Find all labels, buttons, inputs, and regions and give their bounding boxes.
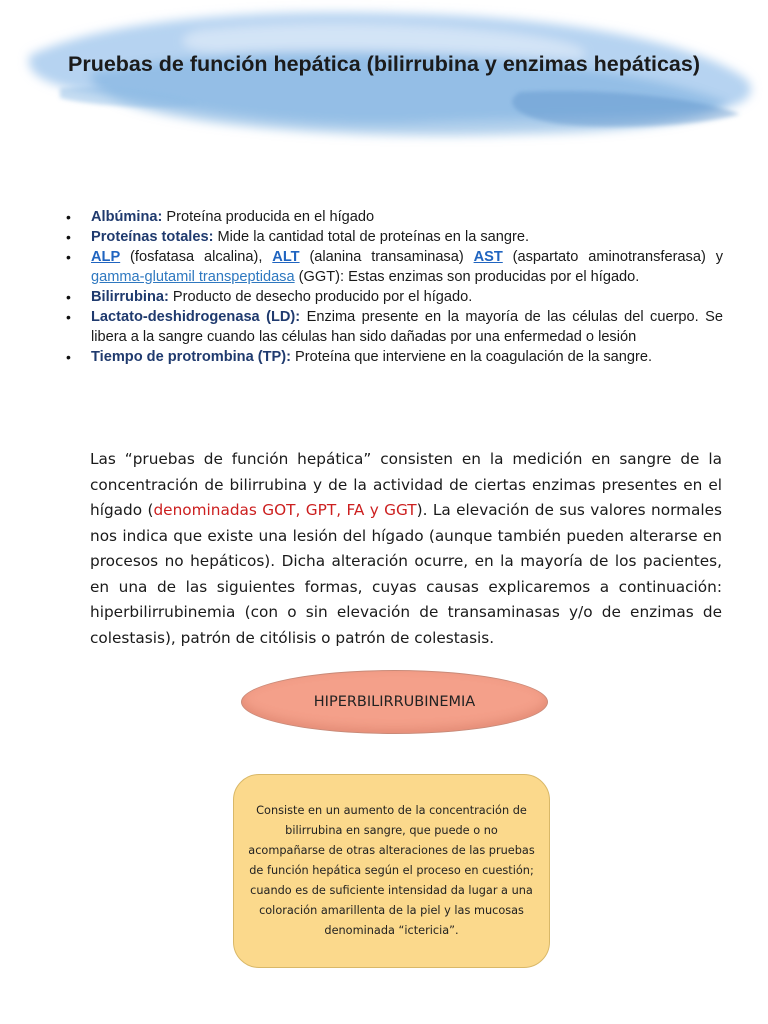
desc-albumina: Proteína producida en el hígado [162, 209, 375, 225]
page-title: Pruebas de función hepática (bilirrubina y enzimas hepáticas) [67, 52, 701, 76]
desc-proteinas-totales: Mide la cantidad total de proteínas en la sangre. [213, 229, 530, 245]
definitions-list [66, 207, 723, 367]
list-item [66, 287, 723, 307]
term-ld: Lactato-deshidrogenasa (LD): [91, 309, 301, 325]
term-proteinas-totales: Proteínas totales: [91, 229, 214, 245]
term-bilirrubina: Bilirrubina: [91, 289, 169, 305]
term-albumina: Albúmina: [91, 209, 163, 225]
intro-text-start: Las “pruebas de función hepática” consisten en la medición en sangre de la concentración de bilirrubina y de la actividad de ciertas enzimas presentes en el hígado ( [90, 450, 722, 519]
definition-box [233, 774, 550, 968]
alt-desc: (alanina transaminasa) [299, 249, 474, 265]
list-item [66, 307, 723, 347]
intro-paragraph [90, 447, 722, 651]
list-item [66, 347, 723, 367]
ggt-desc: (GGT): Estas enzimas son producidas por el hígado. [294, 269, 640, 285]
oval-label: HIPERBILIRRUBINEMIA [313, 694, 476, 710]
alt-link[interactable]: ALT [272, 249, 300, 265]
desc-ld: Enzima presente en la mayoría de las células del cuerpo. Se libera a la sangre cuando las células han sido dañadas por una enfermedad o lesión [91, 309, 724, 345]
term-tp: Tiempo de protrombina (TP): [91, 349, 291, 365]
list-item [66, 247, 723, 287]
list-item [66, 227, 723, 247]
desc-bilirrubina: Producto de desecho producido por el hígado. [168, 289, 473, 305]
list-item [66, 207, 723, 227]
watercolor-banner [0, 0, 768, 160]
intro-highlight: denominadas GOT, GPT, FA y GGT [153, 501, 417, 519]
desc-tp: Proteína que interviene en la coagulación de la sangre. [291, 349, 653, 365]
ast-desc: (aspartato aminotransferasa) y [502, 249, 723, 265]
ast-link[interactable]: AST [473, 249, 503, 265]
hiperbilirrubinemia-oval [241, 670, 548, 734]
ggt-link[interactable]: gamma-glutamil transpeptidasa [91, 269, 295, 285]
alp-desc: (fosfatasa alcalina), [120, 249, 273, 265]
intro-text-end: ). La elevación de sus valores normales nos indica que existe una lesión del hígado (aunque también pueden alterarse en procesos no hepáticos). Dicha alteración ocurre, en la mayoría de los pacientes, en una de las siguientes formas, cuyas causas explicaremos a continuación: hiperbilirrubinemia (con o sin elevación de transaminasas y/o de enzimas de colestasis), patrón de citólisis o patrón de colestasis. [90, 501, 722, 647]
box-text: Consiste en un aumento de la concentración de bilirrubina en sangre, que puede o no acompañarse de otras alteraciones de las pruebas de función hepática según el proceso en cuestión; cuando es de suficiente intensidad da lugar a una coloración amarillenta de la piel y las mucosas denominada “ictericia”. [248, 804, 535, 937]
alp-link[interactable]: ALP [91, 249, 121, 265]
